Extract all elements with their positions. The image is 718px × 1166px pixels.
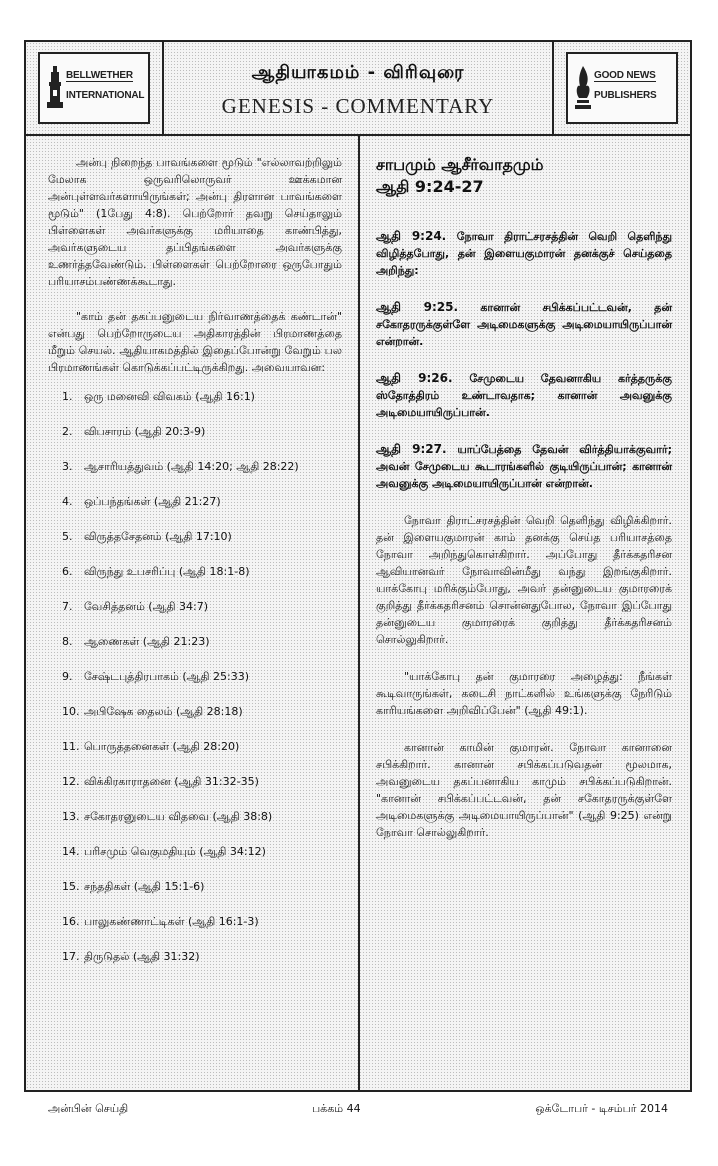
list-item: 16. பாலுகண்ணாட்டிகள் (ஆதி 16:1-3) (62, 915, 259, 928)
verse-26: ஆதி 9:26. சேமுடைய தேவனாகிய கர்த்தருக்கு ஸ்தோத்திரம் உண்டாவதாக; கானான் அவனுக்கு அடிமையாயிருப்பான். (376, 371, 672, 419)
list-item: 9. சேஷ்டபுத்திரபாகம் (ஆதி 25:33) (62, 670, 250, 683)
right-logo-line1: GOOD NEWS (594, 70, 656, 81)
verse-27: ஆதி 9:27. யாப்பேத்தை தேவன் விர்த்தியாக்குவார்; அவன் சேமுடைய கூடாரங்களில் குடியிருப்பான்; கானான் அவனுக்கு அடிமையாயிருப்பான் என்றான். (376, 442, 672, 490)
right-logo-line2: PUBLISHERS (594, 90, 657, 101)
good-news-logo (566, 52, 678, 124)
list-item: 2. விபசாரம் (ஆதி 20:3-9) (62, 425, 206, 438)
left-logo-line1: BELLWETHER (66, 70, 133, 81)
left-logo-line2: INTERNATIONAL (66, 90, 145, 101)
list-item: 1. ஒரு மனைவி விவகம் (ஆதி 16:1) (62, 390, 255, 403)
footer-magazine-name: அன்பின் செய்தி (48, 1102, 129, 1115)
commentary-paragraph-1: நோவா திராட்சரசத்தின் வெறி தெளிந்து விழிக்கிறார். தன் இளையகுமாரன் காம் தனக்கு செய்த பரியாசத்தை நோவா அறிந்துகொள்கிறார். அப்போது தீர்க்கதரிசன ஆவியானவர் நோவாவின்மீது வந்து இறங்குகிறார். யாக்கோபு மரிக்கும்போது, அவர் தன்னுடைய குமாரரைக் குறித்து தீர்க்கதரிசனம் சொன்னதுபோல, நோவா இப்போது தன்னுடைய குமாரரைக் குறித்து தீர்க்கதரிசனம் சொல்லுகிறார். (376, 514, 672, 646)
page-header (26, 42, 690, 136)
section-heading (376, 154, 672, 198)
right-column (376, 154, 672, 861)
title-block (162, 42, 554, 134)
left-second-paragraph: "காம் தன் தகப்பனுடைய நிர்வாணத்தைக் கண்டான்" என்பது பெற்றோருடைய அதிகாரத்தின் பிரமாணத்தை மீறும் செயல். ஆதியாகமத்தில் இதைப்போன்று வேறும் பல பிரமாணங்கள் கொடுக்கப்பட்டிருக்கிறது. அவையாவன: (48, 310, 342, 374)
verse-24: ஆதி 9:24. நோவா திராட்சரசத்தின் வெறி தெளிந்து விழித்தபோது, தன் இளையகுமாரன் தனக்குச் செய்ததை அறிந்து: (376, 229, 672, 277)
page-footer (48, 1102, 668, 1118)
title-english: GENESIS - COMMENTARY (221, 94, 495, 118)
commentary-paragraph-2: "யாக்கோபு தன் குமாரரை அழைத்து: நீங்கள் கூடிவாருங்கள், கடைசி நாட்களில் உங்களுக்கு நேரிடும் காரியங்களை அறிவிப்பேன்" (ஆதி 49:1). (376, 670, 672, 717)
footer-issue-date: ஒக்டோபர் - டிசம்பர் 2014 (535, 1102, 668, 1115)
bellwether-logo (38, 52, 150, 124)
list-item: 8. ஆணைகள் (ஆதி 21:23) (62, 635, 210, 648)
list-item: 11. பொருத்தனைகள் (ஆதி 28:20) (62, 740, 240, 753)
verse-25: ஆதி 9:25. கானான் சபிக்கப்பட்டவன், தன் சகோதரருக்குள்ளே அடிமைகளுக்கு அடிமையாயிருப்பான் என்றான். (376, 300, 672, 348)
list-item: 10. அபிஷேக தைலம் (ஆதி 28:18) (62, 705, 243, 718)
page-frame (24, 40, 692, 1092)
title-tamil: ஆதியாகமம் - விரிவுரை (251, 62, 465, 83)
law-list (48, 388, 342, 965)
list-item: 12. விக்கிரகாராதனை (ஆதி 31:32-35) (62, 775, 259, 788)
list-item: 3. ஆசாரியத்துவம் (ஆதி 14:20; ஆதி 28:22) (62, 460, 299, 473)
list-item: 7. வேசித்தனம் (ஆதி 34:7) (62, 600, 209, 613)
list-item: 13. சகோதரனுடைய விதவை (ஆதி 38:8) (62, 810, 273, 823)
flame-icon (574, 64, 592, 112)
left-intro-paragraph: அன்பு நிறைந்த பாவங்களை மூடும் "எல்லாவற்றிலும் மேலாக ஒருவரிலொருவர் ஊக்கமான அன்புள்ளவர்களாயிருங்கள்; அன்பு திரளான பாவங்களை மூடும்" (1பேது 4:8). பெற்றோர் தவறு செய்தாலும் பிள்ளைகள் அவர்களுக்கு மரியாதை காண்பித்து, அவர்களுடைய தப்பிதங்களை அவர்களுக்கு உணர்த்தவேண்டும். பிள்ளைகள் பெற்றோரை ஒருபோதும் பரியாசம்பண்ணக்கூடாது. (48, 156, 342, 288)
list-item: 14. பரிசமும் வெகுமதியும் (ஆதி 34:12) (62, 845, 266, 858)
list-item: 17. திருடுதல் (ஆதி 31:32) (62, 950, 200, 963)
left-column (48, 154, 342, 983)
commentary-paragraph-3: கானான் காமின் குமாரன். நோவா கானானை சபிக்கிறார். கானான் சபிக்கப்படுவதன் மூலமாக, அவனுடைய தகப்பனாகிய காமும் சபிக்கப்படுகிறான். "கானான் சபிக்கப்பட்டவன், தன் சகோதரருக்குள்ளே அடிமைகளுக்கு அடிமையாயிருப்பான்" (ஆதி 9:25) என்று நோவா சொல்லுகிறார். (376, 741, 672, 839)
list-item: 15. சந்ததிகள் (ஆதி 15:1-6) (62, 880, 205, 893)
bell-tower-icon (46, 64, 64, 112)
section-heading-line2: ஆதி 9:24-27 (376, 177, 484, 196)
footer-page-number: பக்கம் 44 (312, 1102, 361, 1115)
section-heading-line1: சாபமும் ஆசீர்வாதமும் (376, 155, 544, 174)
list-item: 6. விருந்து உபசரிப்பு (ஆதி 18:1-8) (62, 565, 250, 578)
column-divider (358, 134, 360, 1092)
list-item: 5. விருத்தசேதனம் (ஆதி 17:10) (62, 530, 232, 543)
list-item: 4. ஒப்பந்தங்கள் (ஆதி 21:27) (62, 495, 221, 508)
